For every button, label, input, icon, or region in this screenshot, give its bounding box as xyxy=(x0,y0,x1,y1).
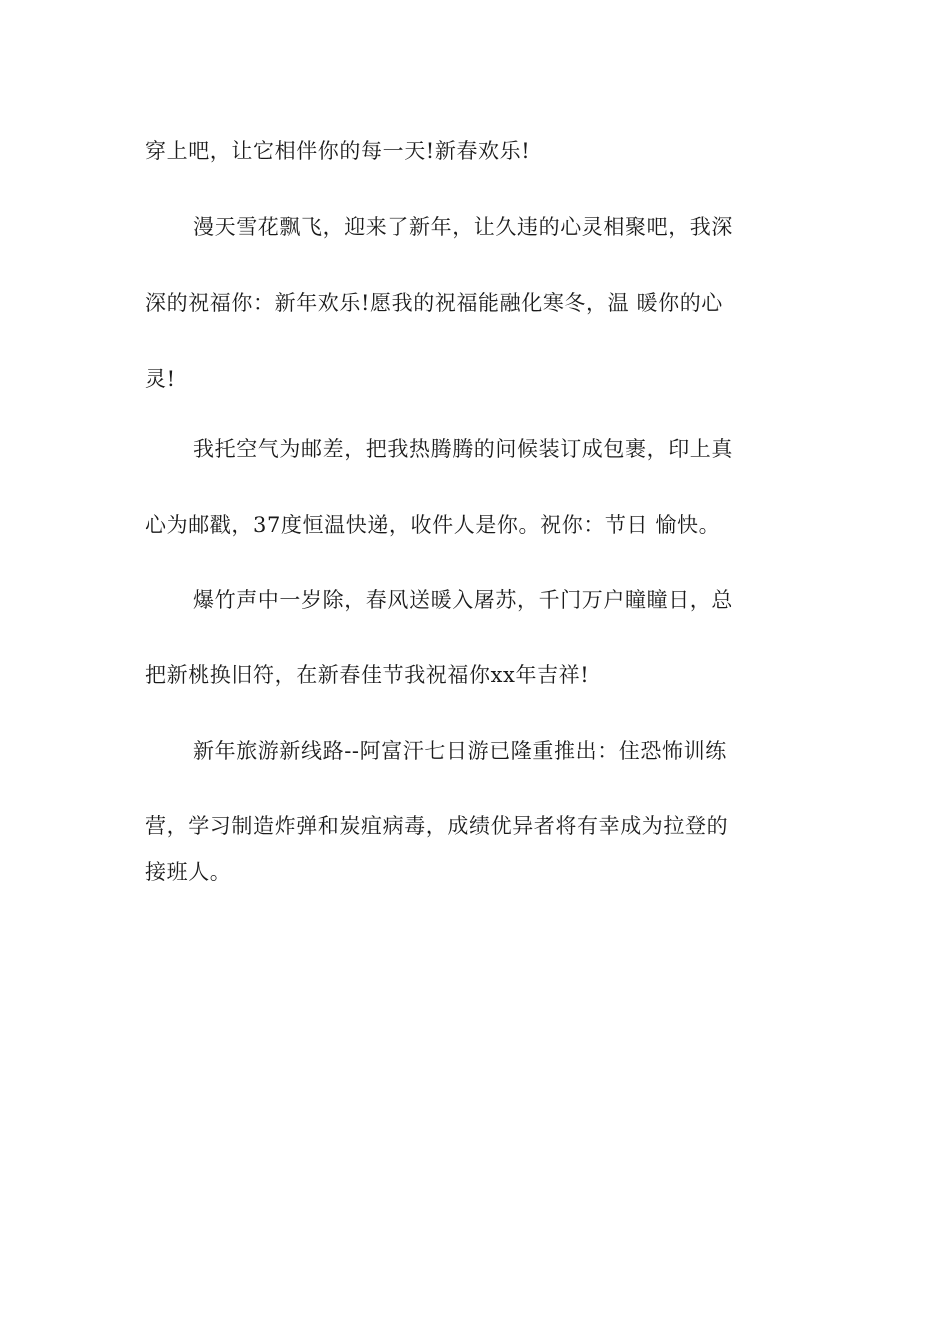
paragraph-2-line-3: 灵! xyxy=(145,367,176,391)
paragraph-4-line-1: 爆竹声中一岁除，春风送暖入屠苏，千门万户瞳瞳日，总 xyxy=(193,588,733,612)
paragraph-3-line-2: 心为邮戳，37度恒温快递，收件人是你。祝你：节日 愉快。 xyxy=(145,513,721,537)
paragraph-2-line-1: 漫天雪花飘飞，迎来了新年，让久违的心灵相聚吧，我深 xyxy=(193,215,733,239)
paragraph-5-line-1: 新年旅游新线路--阿富汗七日游已隆重推出：住恐怖训练 xyxy=(193,739,727,763)
paragraph-3-line-1: 我托空气为邮差，把我热腾腾的问候装订成包裹，印上真 xyxy=(193,437,733,461)
paragraph-4-line-2: 把新桃换旧符，在新春佳节我祝福你xx年吉祥! xyxy=(145,663,590,687)
paragraph-5-line-2: 营，学习制造炸弹和炭疽病毒，成绩优异者将有幸成为拉登的 xyxy=(145,814,729,838)
text-line-1: 穿上吧，让它相伴你的每一天!新春欢乐! xyxy=(145,139,531,163)
paragraph-5-line-3: 接班人。 xyxy=(145,860,232,884)
paragraph-2-line-2: 深的祝福你：新年欢乐!愿我的祝福能融化寒冬，温 暖你的心 xyxy=(145,291,723,315)
